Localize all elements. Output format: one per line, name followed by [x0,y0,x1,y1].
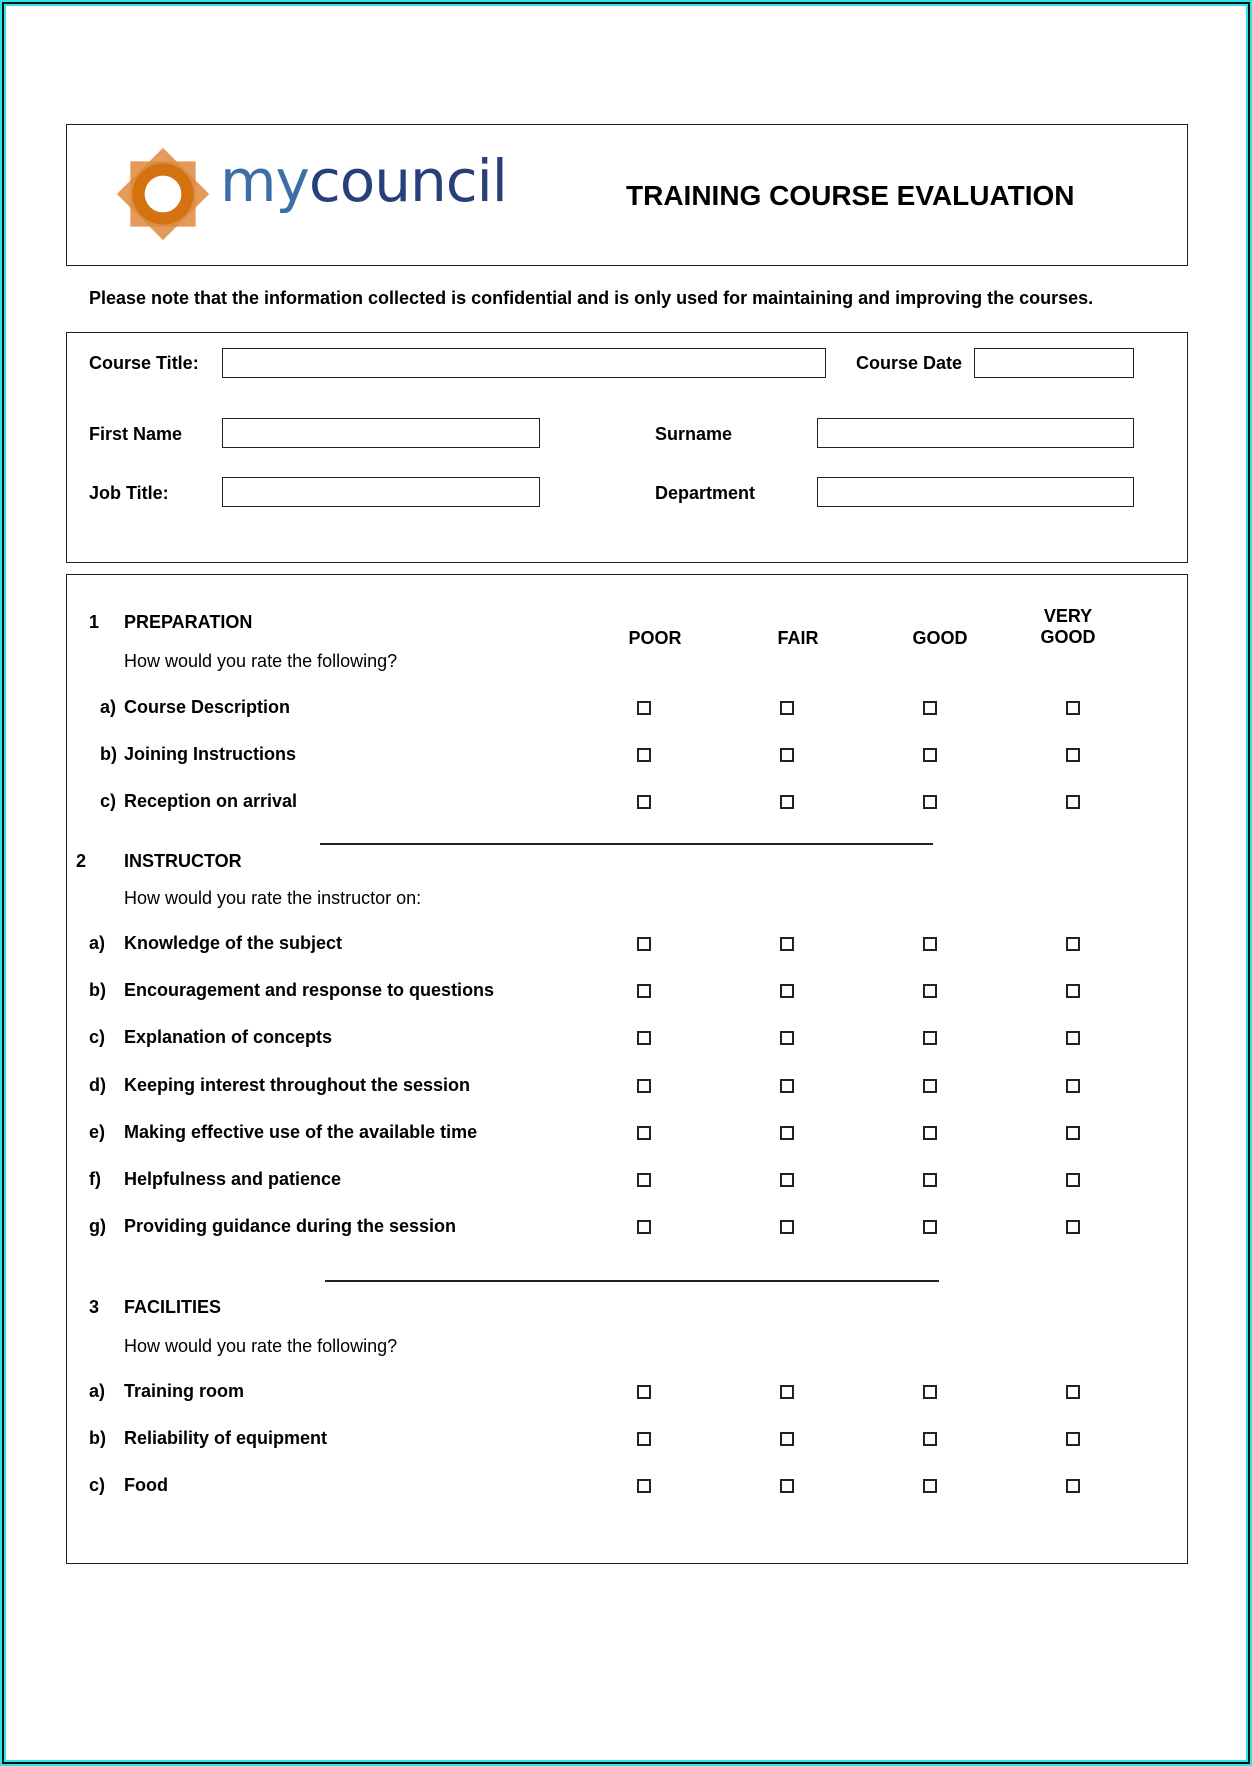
item-letter: d) [89,1074,106,1095]
section-title: FACILITIES [124,1297,222,1317]
section-prompt: How would you rate the instructor on: [124,888,422,908]
checkbox-poor[interactable] [637,795,651,809]
checkbox-very-good[interactable] [1066,937,1080,951]
item-letter: a) [89,1381,106,1401]
item-label: Explanation of concepts [124,1027,333,1048]
checkbox-good[interactable] [923,795,937,809]
surname-field[interactable] [817,418,1134,448]
checkbox-good[interactable] [923,984,937,998]
first-name-field[interactable] [222,418,540,448]
checkbox-poor[interactable] [637,1031,651,1045]
checkbox-good[interactable] [923,1220,937,1234]
checkbox-good[interactable] [923,1079,937,1093]
checkbox-good[interactable] [923,1432,937,1446]
checkbox-very-good[interactable] [1066,1079,1080,1093]
course-title-field[interactable] [222,348,826,378]
checkbox-fair[interactable] [780,937,794,951]
section-prompt: How would you rate the following? [124,651,398,671]
course-date-label: Course Date [856,353,963,373]
column-header-good: GOOD [912,628,968,648]
very-good-line2: GOOD [1040,627,1096,647]
course-date-field[interactable] [974,348,1134,378]
checkbox-fair[interactable] [780,701,794,715]
checkbox-very-good[interactable] [1066,1432,1080,1446]
item-label: Reliability of equipment [124,1428,328,1449]
confidentiality-notice: Please note that the information collected is confidential and is only used for maintaining and improving the courses. [89,288,1094,308]
item-letter: a) [89,933,106,953]
checkbox-poor[interactable] [637,1079,651,1093]
item-letter: a) [100,697,117,717]
checkbox-fair[interactable] [780,795,794,809]
item-label: Reception on arrival [124,791,298,812]
item-label: Making effective use of the available time [124,1121,478,1142]
checkbox-poor[interactable] [637,1126,651,1140]
checkbox-very-good[interactable] [1066,701,1080,715]
checkbox-very-good[interactable] [1066,1031,1080,1045]
item-letter: b) [89,1428,106,1449]
first-name-label: First Name [89,424,183,444]
section-number: 1 [89,612,100,632]
checkbox-good[interactable] [923,1385,937,1399]
section-title: INSTRUCTOR [124,851,242,871]
department-label: Department [655,483,756,503]
item-label: Keeping interest throughout the session [124,1074,471,1095]
checkbox-poor[interactable] [637,1432,651,1446]
page-title: TRAINING COURSE EVALUATION [626,180,1075,211]
brand-logo-text [220,147,507,215]
item-letter: c) [100,791,117,812]
checkbox-fair[interactable] [780,1385,794,1399]
item-letter: g) [89,1216,106,1237]
section-number: 2 [76,851,87,871]
checkbox-poor[interactable] [637,984,651,998]
sun-emblem-icon [112,143,214,245]
checkbox-very-good[interactable] [1066,748,1080,762]
item-label: Training room [124,1381,245,1401]
item-letter: c) [89,1027,106,1048]
column-header-very-good [1018,606,1118,648]
column-header-fair: FAIR [777,628,819,648]
column-header-poor: POOR [628,628,682,648]
checkbox-poor[interactable] [637,1385,651,1399]
section-prompt: How would you rate the following? [124,1336,398,1356]
checkbox-poor[interactable] [637,1173,651,1187]
checkbox-good[interactable] [923,748,937,762]
item-letter: c) [89,1475,106,1496]
item-label: Encouragement and response to questions [124,980,495,1001]
section-title: PREPARATION [124,612,253,632]
evaluation-box [66,574,1188,1564]
item-label: Joining Instructions [124,744,297,765]
checkbox-poor[interactable] [637,937,651,951]
checkbox-very-good[interactable] [1066,1220,1080,1234]
checkbox-poor[interactable] [637,701,651,715]
checkbox-good[interactable] [923,1031,937,1045]
checkbox-good[interactable] [923,701,937,715]
checkbox-very-good[interactable] [1066,1385,1080,1399]
item-letter: f) [89,1169,101,1189]
item-label: Helpfulness and patience [124,1169,342,1189]
checkbox-very-good[interactable] [1066,1479,1080,1493]
item-letter: b) [89,980,106,1001]
checkbox-very-good[interactable] [1066,1173,1080,1187]
department-field[interactable] [817,477,1134,507]
item-label: Knowledge of the subject [124,933,343,953]
checkbox-fair[interactable] [780,1031,794,1045]
checkbox-very-good[interactable] [1066,795,1080,809]
item-label: Food [124,1475,168,1496]
item-label: Providing guidance during the session [124,1216,457,1237]
checkbox-good[interactable] [923,1126,937,1140]
checkbox-fair[interactable] [780,1126,794,1140]
checkbox-fair[interactable] [780,1079,794,1093]
item-letter: b) [100,744,117,765]
section-number: 3 [89,1297,100,1317]
checkbox-poor[interactable] [637,1479,651,1493]
checkbox-poor[interactable] [637,748,651,762]
item-label: Course Description [124,697,291,717]
checkbox-good[interactable] [923,1173,937,1187]
checkbox-fair[interactable] [780,1432,794,1446]
checkbox-good[interactable] [923,1479,937,1493]
section-divider [325,1280,939,1282]
section-divider [320,843,933,845]
very-good-line1: VERY [1043,606,1093,626]
checkbox-fair[interactable] [780,1173,794,1187]
checkbox-very-good[interactable] [1066,984,1080,998]
checkbox-fair[interactable] [780,748,794,762]
brand-my: my [220,147,309,215]
checkbox-fair[interactable] [780,984,794,998]
surname-label: Surname [655,424,733,444]
item-letter: e) [89,1121,106,1142]
job-title-field[interactable] [222,477,540,507]
job-title-label: Job Title: [89,483,169,503]
checkbox-good[interactable] [923,937,937,951]
checkbox-fair[interactable] [780,1220,794,1234]
checkbox-very-good[interactable] [1066,1126,1080,1140]
checkbox-poor[interactable] [637,1220,651,1234]
course-title-label: Course Title: [89,353,199,373]
checkbox-fair[interactable] [780,1479,794,1493]
brand-council: council [308,147,507,215]
